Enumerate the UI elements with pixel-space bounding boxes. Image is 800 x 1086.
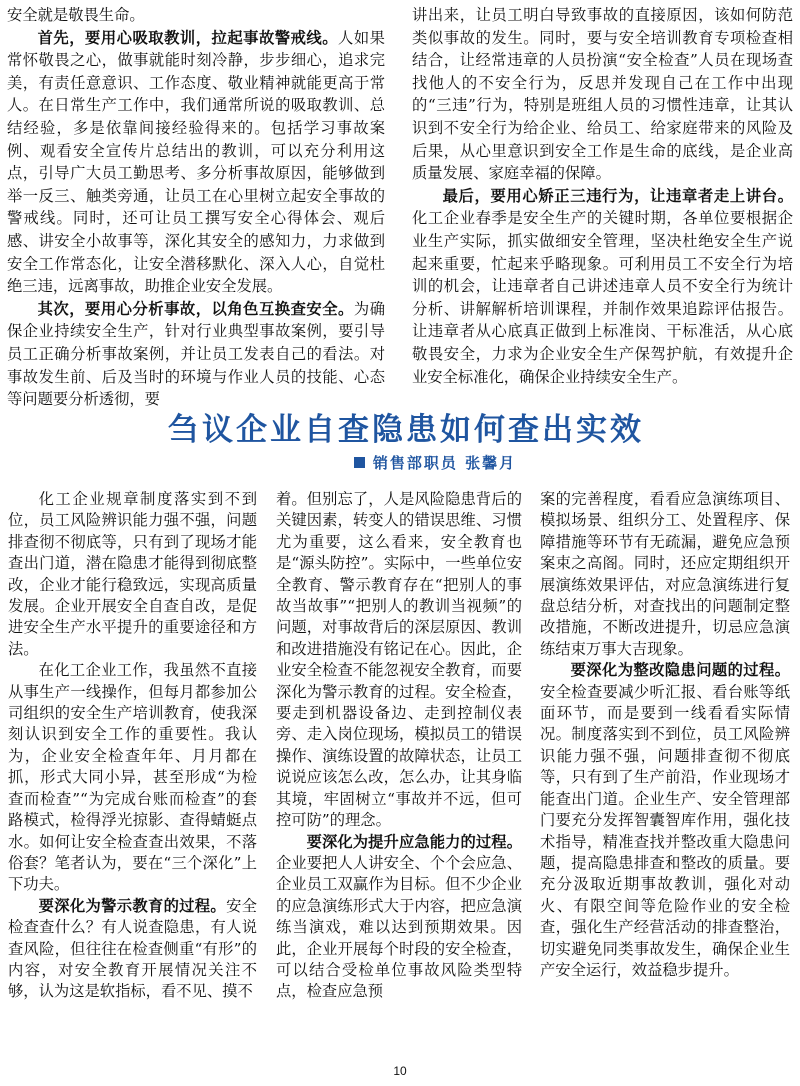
paragraph: 案的完善程度，看看应急演练项目、模拟场景、组织分工、处置程序、保障措施等环节有无疏漏，避免应急预案束之高阁。同时，还应定期组织开展演练效果评估，对应急演练进行复盘总结分析，对查找出的问题制定整改措施，不断改进提升，切忌应急演练结束万事大吉现象。 xyxy=(540,490,790,658)
paragraph: 其次，要用心分析事故，以角色互换查安全。为确保企业持续安全生产，针对行业典型事故案例，要引导员工正确分析事故案例，并让员工发表自己的看法。对事故发生前、后及当时的环境与作业人员的技能、心态等问题要分析透彻，要 xyxy=(7,299,385,409)
article-header xyxy=(0,410,800,473)
upper-column-left xyxy=(7,4,385,411)
paragraph: 首先，要用心吸取教训，拉起事故警戒线。人如果常怀敬畏之心，做事就能时刻冷静，步步细心，追求完美，有责任意意识、工作态度、敬业精神就能更高于常人。在日常生产工作中，我们通常所说的吸取教训、总结经验，多是依靠间接经验得来的。包括学习事故案例、观看安全宣传片总结出的教训，可以充分利用这点，引导广大员工勤思考、多分析事故原因，能够做到举一反三、触类旁通，让员工在心里树立起安全事故的警戒线。同时，还可让员工撰写安全心得体会、观后感、讲安全小故事等，深化其安全的感知力，力求做到安全工作常态化，让安全潜移默化、深入人心，自觉杜绝三违，远离事故，助推企业安全发展。 xyxy=(7,28,385,296)
paragraph: 在化工企业工作，我虽然不直接从事生产一线操作，但每月都参加公司组织的安全生产培训教育，使我深刻认识到安全工作的重要性。我认为，企业安全检查年年、月月都在抓，形式大同小异，甚至形成“为检查而检查”“为完成台账而检查”的套路模式，检得浮光掠影、查得蜻蜓点水。如何让安全检查查出效果，不落俗套？笔者认为，要在“三个深化”上下功夫。 xyxy=(8,661,257,894)
section-lead: 其次，要用心分析事故，以角色互换查安全。 xyxy=(37,299,354,318)
article-column-1 xyxy=(8,489,257,1003)
paragraph: 要深化为提升应急能力的过程。企业要把人人讲安全、个个会应急、企业员工双赢作为目标。但不少企业的应急演练形式大于内容，把应急演练当演戏，难以达到预期效果。因此，企业开展每个时段的安全检查，可以结合受检单位事故风险类型特点，检查应急预 xyxy=(276,832,522,1001)
article-column-2 xyxy=(276,489,522,1003)
byline-text: 销售部职员 张馨月 xyxy=(372,454,517,472)
upper-column-right xyxy=(412,4,793,388)
section-lead: 最后，要用心矫正三违行为，让违章者走上讲台。 xyxy=(442,186,793,205)
article-byline xyxy=(70,452,800,473)
page-number: 10 xyxy=(393,1064,407,1078)
paragraph: 安全就是敬畏生命。 xyxy=(7,6,145,24)
article-title: 刍议企业自查隐患如何查出实效 xyxy=(168,412,644,448)
section-lead: 要深化为提升应急能力的过程。 xyxy=(306,832,522,851)
section-lead: 首先，要用心吸取教训，拉起事故警戒线。 xyxy=(37,28,339,47)
paragraph: 要深化为警示教育的过程。安全检查查什么？有人说查隐患，有人说查风险，但往往在检查侧重“有形”的内容，对安全教育开展情况关注不够，认为这是软指标，看不见、摸不 xyxy=(8,896,257,1001)
paragraph: 讲出来，让员工明白导致事故的直接原因，该如何防范类似事故的发生。同时，要与安全培训教育专项检查相结合，让经常违章的人员扮演“安全检查”人员在现场查找他人的不安全行为，反思并发现自己在工作中出现的“三违”行为，特别是班组人员的习惯性违章，让其认识到不安全行为给企业、给员工、给家庭带来的风险及后果，从心里意识到安全工作是生命的底线，是企业高质量发展、家庭幸福的保障。 xyxy=(412,6,793,183)
article-column-3 xyxy=(540,489,790,981)
paragraph: 最后，要用心矫正三违行为，让违章者走上讲台。化工企业春季是安全生产的关键时期，各单位要根据企业生产实际，抓实做细安全管理，坚决杜绝安全生产说起来重要，忙起来乎略现象。可利用员工不安全行为培训的机会，让违章者自己讲述违章人员不安全行为统计分析、讲解解析培训课程，并制作效果追踪评估报告。让违章者从心底真正做到上标准岗、干标准活，从心底敬畏安全，力求为企业安全生产保驾护航，有效提升企业安全标准化，确保企业持续安全生产。 xyxy=(412,186,793,386)
paragraph: 化工企业规章制度落实到不到位，员工风险辨识能力强不强，问题排查彻不彻底等，只有到了现场才能查出门道，潜在隐患才能得到彻底整改，企业才能行稳致远，实现高质量发展。企业开展安全自查自改，是促进安全生产水平提升的重要途径和方法。 xyxy=(8,490,257,658)
paragraph: 着。但别忘了，人是风险隐患背后的关键因素，转变人的错误思维、习惯尤为重要，这么看来，安全教育也是“源头防控”。实际中，一些单位安全教育、警示教育存在“把别人的事故当故事”“把别人的教训当视频”的问题，对事故背后的深层原因、教训和改进措施没有铭记在心。因此，企业安全检查不能忽视安全教育，而要深化为警示教育的过程。安全检查，要走到机器设备边、走到控制仪表旁、走入岗位现场，模拟员工的错误操作、演练设置的故障状态，让员工说说应该怎么改，怎么办，让其身临其境，牢固树立“事故并不远，但可控可防”的理念。 xyxy=(276,490,522,830)
paragraph: 要深化为整改隐患问题的过程。安全检查要减少听汇报、看台账等纸面环节，而是要到一线看看实际情况。制度落实到不到位，员工风险辨识能力强不强，问题排查彻不彻底等，只有到了生产前沿，作业现场才能查出门道。企业生产、安全管理部门要充分发挥智囊智库作用，强化技术指导，精准查找并整改重大隐患问题，提高隐患排查和整改的质量。要充分汲取近期事故教训，强化对动火、有限空间等危险作业的安全检查，强化生产经营活动的排查整治，切实避免同类事故发生，确保企业生产安全运行，效益稳步提升。 xyxy=(540,661,790,979)
square-bullet-icon xyxy=(354,457,365,468)
section-lead: 要深化为整改隐患问题的过程。 xyxy=(570,661,790,680)
section-lead: 要深化为警示教育的过程。 xyxy=(38,896,227,915)
